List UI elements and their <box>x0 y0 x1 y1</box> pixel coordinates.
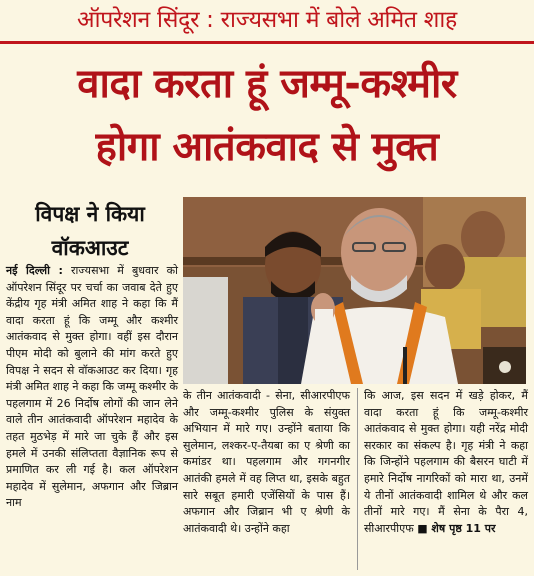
speaker-photo <box>183 197 526 384</box>
article-column-2 <box>183 388 350 537</box>
speaker-photo-illustration <box>183 197 526 384</box>
article-column-3 <box>364 388 528 537</box>
dateline: नई दिल्ली : <box>6 264 63 277</box>
article-text-col1: राज्यसभा में बुधवार को ऑपरेशन सिंदूर पर चर्चा का जवाब देते हुए केंद्रीय गृह मंत्री अमित शाह ने कहा कि मैं वादा करता हूं कि जम्मू और कश्मीर आतंकवाद से मुक्त होगा। वहीं इस दौरान पीएम मोदी को बुलाने की मांग करते हुए विपक्ष ने सदन से वॉकआउट कर दिया। गृह मंत्री अमित शाह ने कहा कि जम्मू कश्मीर के पहलगाम में 26 निर्दोष लोगों की जान लेने वाले तीन आतंकवादी ऑपरेशन महादेव के तहत मुठभेड़ में मारे जा चुके हैं और इस हमले में उनकी संलिप्तता वैज्ञानिक रूप से प्रमाणित कर ली गई है। कल ऑपरेशन महादेव में सुलेमान, अफगान और जिब्रान नाम <box>6 264 178 510</box>
headline-line-1: वादा करता हूं जम्मू-कश्मीर <box>77 61 457 107</box>
headline-line-2: होगा आतंकवाद से मुक्त <box>95 124 439 170</box>
kicker-divider <box>0 41 534 44</box>
subhead-line-2: वॉकआउट <box>51 236 129 260</box>
article-text-col3: कि आज, इस सदन में खड़े होकर, मैं वादा करता हूं कि जम्मू-कश्मीर आतंकवाद से मुक्त होगा। यही नरेंद्र मोदी सरकार का संकल्प है। गृह मंत्री ने कहा कि जिन्होंने पहलगाम की बैसरन घाटी में हमारे निर्दोष नागरिकों को मारा था, उनमें ये तीनों आतंकवादी शामिल थे और कल तीनों मारे गए। मैं सेना के पैरा 4, सीआरपीएफ <box>364 389 528 535</box>
continued-on-page: ■ शेष पृष्ठ 11 पर <box>417 521 496 535</box>
kicker-headline: ऑपरेशन सिंदूर : राज्यसभा में बोले अमित शाह <box>77 7 457 33</box>
column-divider <box>357 388 358 570</box>
article-text-col2: के तीन आतंकवादी - सेना, सीआरपीएफ और जम्मू-कश्मीर पुलिस के संयुक्त अभियान में मारे गए। उन्होंने बताया कि सुलेमान, लश्कर-ए-तैयबा का ए श्रेणी का कमांडर था। पहलगाम और गगनगीर आतंकी हमले में वह लिप्त था, इसके बहुत सारे सबूत हमारी एजेंसियों के पास हैं। अफगान और जिब्रान भी ए श्रेणी के आतंकवादी थे। उन्होंने कहा <box>183 389 350 535</box>
subhead-line-1: विपक्ष ने किया <box>35 202 145 226</box>
article-column-1 <box>6 263 178 512</box>
